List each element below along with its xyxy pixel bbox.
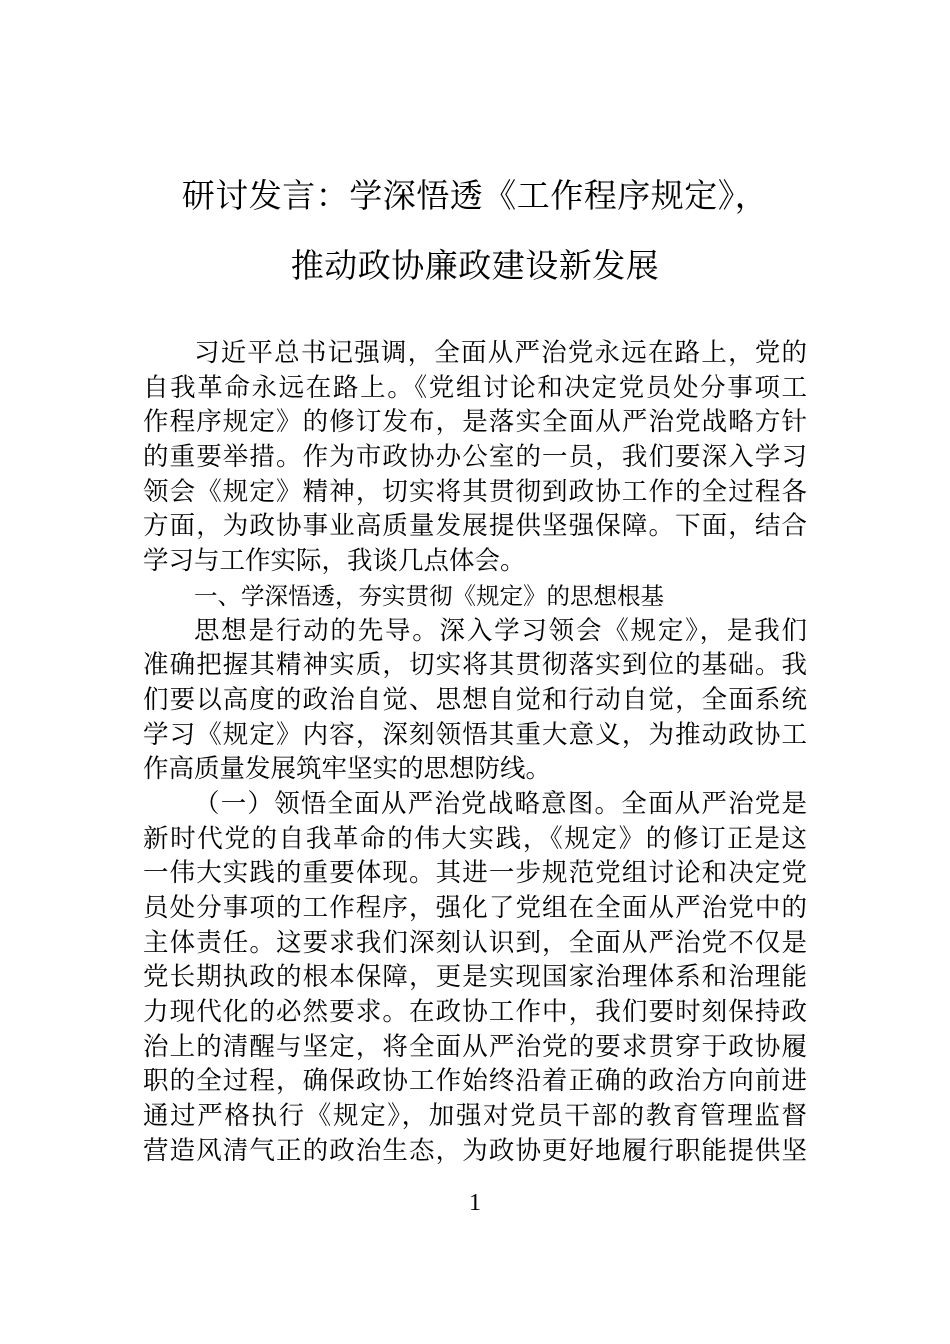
paragraph-1-line-2: 自我革命永远在路上。《党组讨论和决定党员处分事项工 [143,372,807,403]
paragraph-1-line-4: 的重要举措。作为市政协办公室的一员，我们要深入学习 [143,442,807,473]
paragraph-2-line-3: 们要以高度的政治自觉、思想自觉和行动自觉，全面系统 [143,684,807,715]
paragraph-3-line-2: 新时代党的自我革命的伟大实践，《规定》的修订正是这 [143,823,807,854]
paragraph-3-line-9: 职的全过程，确保政协工作始终沿着正确的政治方向前进 [143,1066,807,1097]
paragraph-1-line-3: 作程序规定》的修订发布，是落实全面从严治党战略方针 [143,407,807,438]
paragraph-3-line-7: 力现代化的必然要求。在政协工作中，我们要时刻保持政 [143,997,807,1028]
paragraph-3-line-11: 营造风清气正的政治生态，为政协更好地履行职能提供坚 [143,1135,807,1166]
paragraph-2-line-1: 思想是行动的先导。深入学习领会《规定》，是我们 [194,615,807,646]
paragraph-3-line-4: 员处分事项的工作程序，强化了党组在全面从严治党中的 [143,893,807,923]
page-number: 1 [469,1190,481,1216]
paragraph-3-line-3: 一伟大实践的重要体现。其进一步规范党组讨论和决定党 [143,858,807,889]
section-heading-1: 一、学深悟透，夯实贯彻《规定》的思想根基 [194,581,664,610]
paragraph-1-line-1: 习近平总书记强调，全面从严治党永远在路上，党的 [194,338,807,368]
paragraph-3-line-8: 治上的清醒与坚定，将全面从严治党的要求贯穿于政协履 [143,1031,807,1062]
paragraph-1-line-6: 方面，为政协事业高质量发展提供坚强保障。下面，结合 [143,511,807,542]
paragraph-2-line-4: 学习《规定》内容，深刻领悟其重大意义，为推动政协工 [143,719,807,750]
paragraph-1-line-5: 领会《规定》精神，切实将其贯彻到政协工作的全过程各 [143,476,807,507]
paragraph-2-line-5: 作高质量发展筑牢坚实的思想防线。 [143,754,552,785]
paragraph-3-line-1: （一）领悟全面从严治党战略意图。全面从严治党是 [194,788,807,819]
paragraph-1-line-7: 学习与工作实际，我谈几点体会。 [143,546,526,577]
paragraph-2-line-2: 准确把握其精神实质，切实将其贯彻落实到位的基础。我 [143,650,807,681]
paragraph-3-line-6: 党长期执政的根本保障，更是实现国家治理体系和治理能 [143,962,807,993]
paragraph-3-line-5: 主体责任。这要求我们深刻认识到，全面从严治党不仅是 [143,927,807,958]
document-title-line-2: 推动政协廉政建设新发展 [290,246,660,285]
document-title-line-1: 研讨发言：学深悟透《工作程序规定》， [181,176,769,215]
document-body [143,336,807,1169]
paragraph-3-line-10: 通过严格执行《规定》，加强对党员干部的教育管理监督 [143,1101,807,1132]
